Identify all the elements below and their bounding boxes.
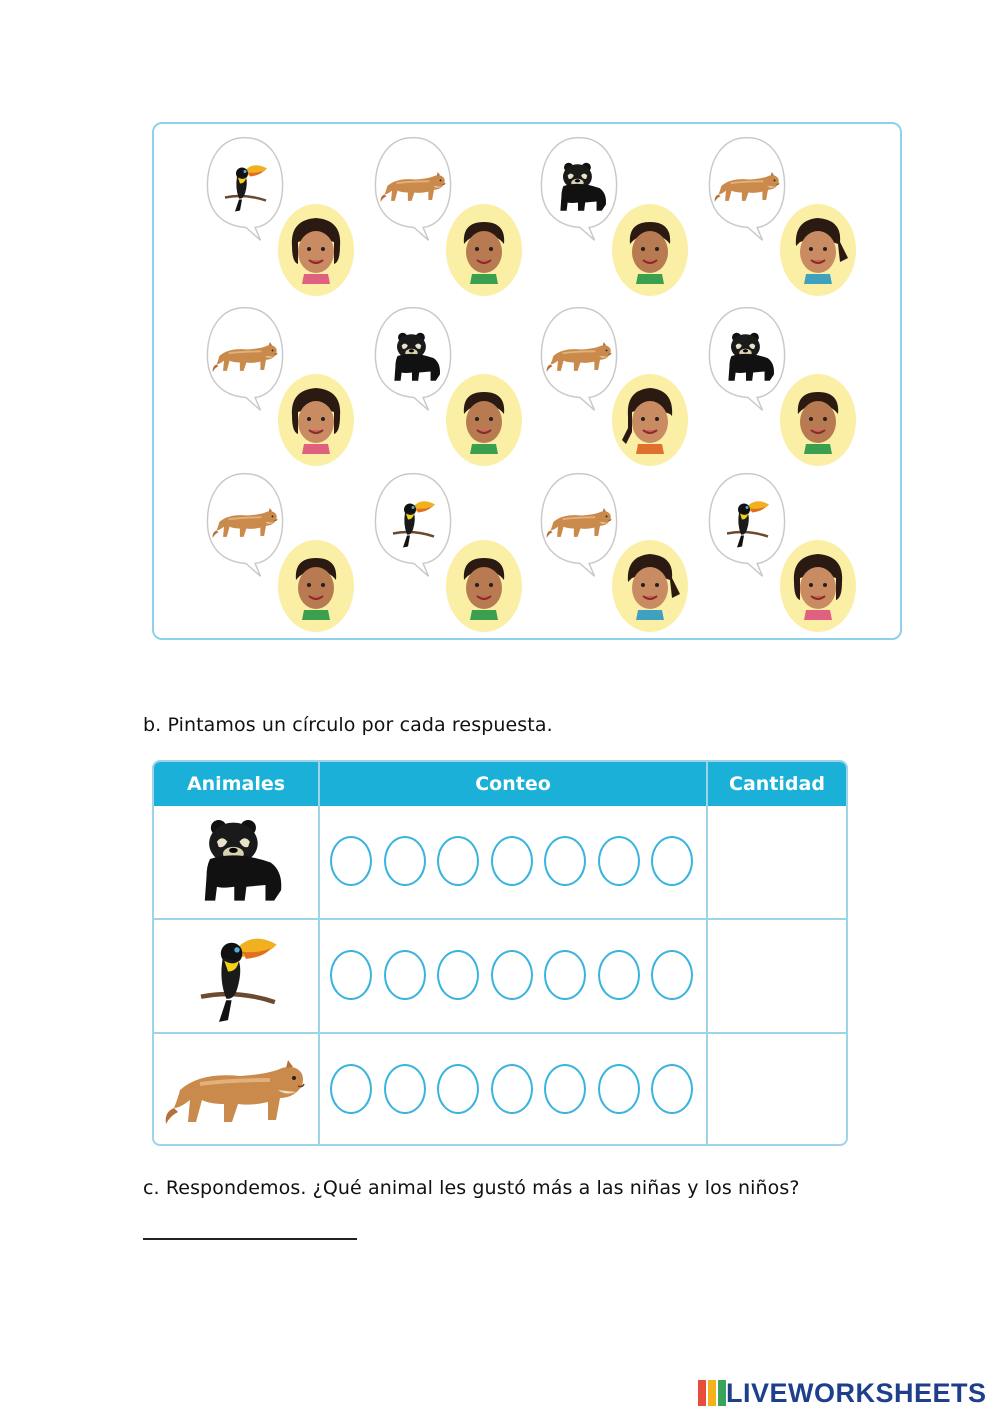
- tally-circle[interactable]: [437, 950, 479, 1000]
- tally-circle[interactable]: [330, 950, 372, 1000]
- tally-circle[interactable]: [384, 836, 426, 886]
- logo-icon: [698, 1380, 726, 1406]
- bear-icon: [184, 814, 288, 904]
- toucan-icon: [722, 494, 772, 550]
- table-row: [154, 806, 846, 918]
- tally-table: [152, 760, 848, 1146]
- child-face-icon: [610, 202, 690, 298]
- survey-response: [534, 470, 704, 640]
- child-face-icon: [444, 202, 524, 298]
- child-face-icon: [610, 538, 690, 634]
- child-face-icon: [778, 202, 858, 298]
- toucan-icon: [388, 494, 438, 550]
- tally-circle[interactable]: [491, 950, 533, 1000]
- header-quantity: Cantidad: [708, 762, 846, 806]
- tally-circle[interactable]: [598, 950, 640, 1000]
- survey-response: [200, 470, 370, 640]
- child-face-icon: [778, 538, 858, 634]
- survey-response: [702, 304, 872, 474]
- tally-circle[interactable]: [544, 836, 586, 886]
- tally-circle[interactable]: [384, 950, 426, 1000]
- puma-icon: [160, 1050, 310, 1130]
- table-row: [154, 1034, 846, 1146]
- instruction-c: c. Respondemos. ¿Qué animal les gustó más a las niñas y los niños?: [143, 1177, 800, 1199]
- puma-icon: [544, 502, 614, 542]
- child-face-icon: [444, 538, 524, 634]
- quantity-cell[interactable]: [708, 920, 846, 1032]
- toucan-icon: [192, 924, 282, 1028]
- puma-icon: [712, 166, 782, 206]
- instruction-b: b. Pintamos un círculo por cada respuesta.: [143, 714, 553, 736]
- puma-icon: [378, 166, 448, 206]
- toucan-icon: [220, 158, 270, 214]
- survey-response: [368, 304, 538, 474]
- tally-circle[interactable]: [491, 1064, 533, 1114]
- header-count: Conteo: [320, 762, 706, 806]
- survey-panel: [152, 122, 902, 640]
- tally-circle[interactable]: [330, 836, 372, 886]
- animal-cell: [154, 920, 318, 1032]
- child-face-icon: [778, 372, 858, 468]
- tally-circle[interactable]: [651, 836, 693, 886]
- child-face-icon: [276, 372, 356, 468]
- survey-response: [368, 470, 538, 640]
- puma-icon: [210, 336, 280, 376]
- survey-response: [200, 134, 370, 304]
- survey-response: [534, 304, 704, 474]
- answer-line[interactable]: [143, 1238, 357, 1240]
- bear-icon: [548, 159, 610, 213]
- tally-circle[interactable]: [491, 836, 533, 886]
- puma-icon: [210, 502, 280, 542]
- survey-response: [702, 470, 872, 640]
- tally-circle[interactable]: [384, 1064, 426, 1114]
- child-face-icon: [610, 372, 690, 468]
- bear-icon: [382, 329, 444, 383]
- survey-response: [534, 134, 704, 304]
- puma-icon: [544, 336, 614, 376]
- animal-cell: [154, 806, 318, 918]
- quantity-cell[interactable]: [708, 1034, 846, 1146]
- liveworksheets-logo: [698, 1378, 998, 1408]
- tally-circle[interactable]: [651, 950, 693, 1000]
- quantity-cell[interactable]: [708, 806, 846, 918]
- survey-response: [200, 304, 370, 474]
- tally-circle[interactable]: [544, 1064, 586, 1114]
- bear-icon: [716, 329, 778, 383]
- logo-text: LIVEWORKSHEETS: [726, 1377, 987, 1408]
- tally-circle[interactable]: [598, 1064, 640, 1114]
- animal-cell: [154, 1034, 318, 1146]
- tally-circle[interactable]: [330, 1064, 372, 1114]
- tally-circle[interactable]: [598, 836, 640, 886]
- tally-circle[interactable]: [437, 836, 479, 886]
- tally-circle[interactable]: [544, 950, 586, 1000]
- child-face-icon: [276, 538, 356, 634]
- header-animals: Animales: [154, 762, 318, 806]
- child-face-icon: [444, 372, 524, 468]
- survey-response: [368, 134, 538, 304]
- table-row: [154, 920, 846, 1032]
- child-face-icon: [276, 202, 356, 298]
- tally-circle[interactable]: [437, 1064, 479, 1114]
- tally-circle[interactable]: [651, 1064, 693, 1114]
- survey-response: [702, 134, 872, 304]
